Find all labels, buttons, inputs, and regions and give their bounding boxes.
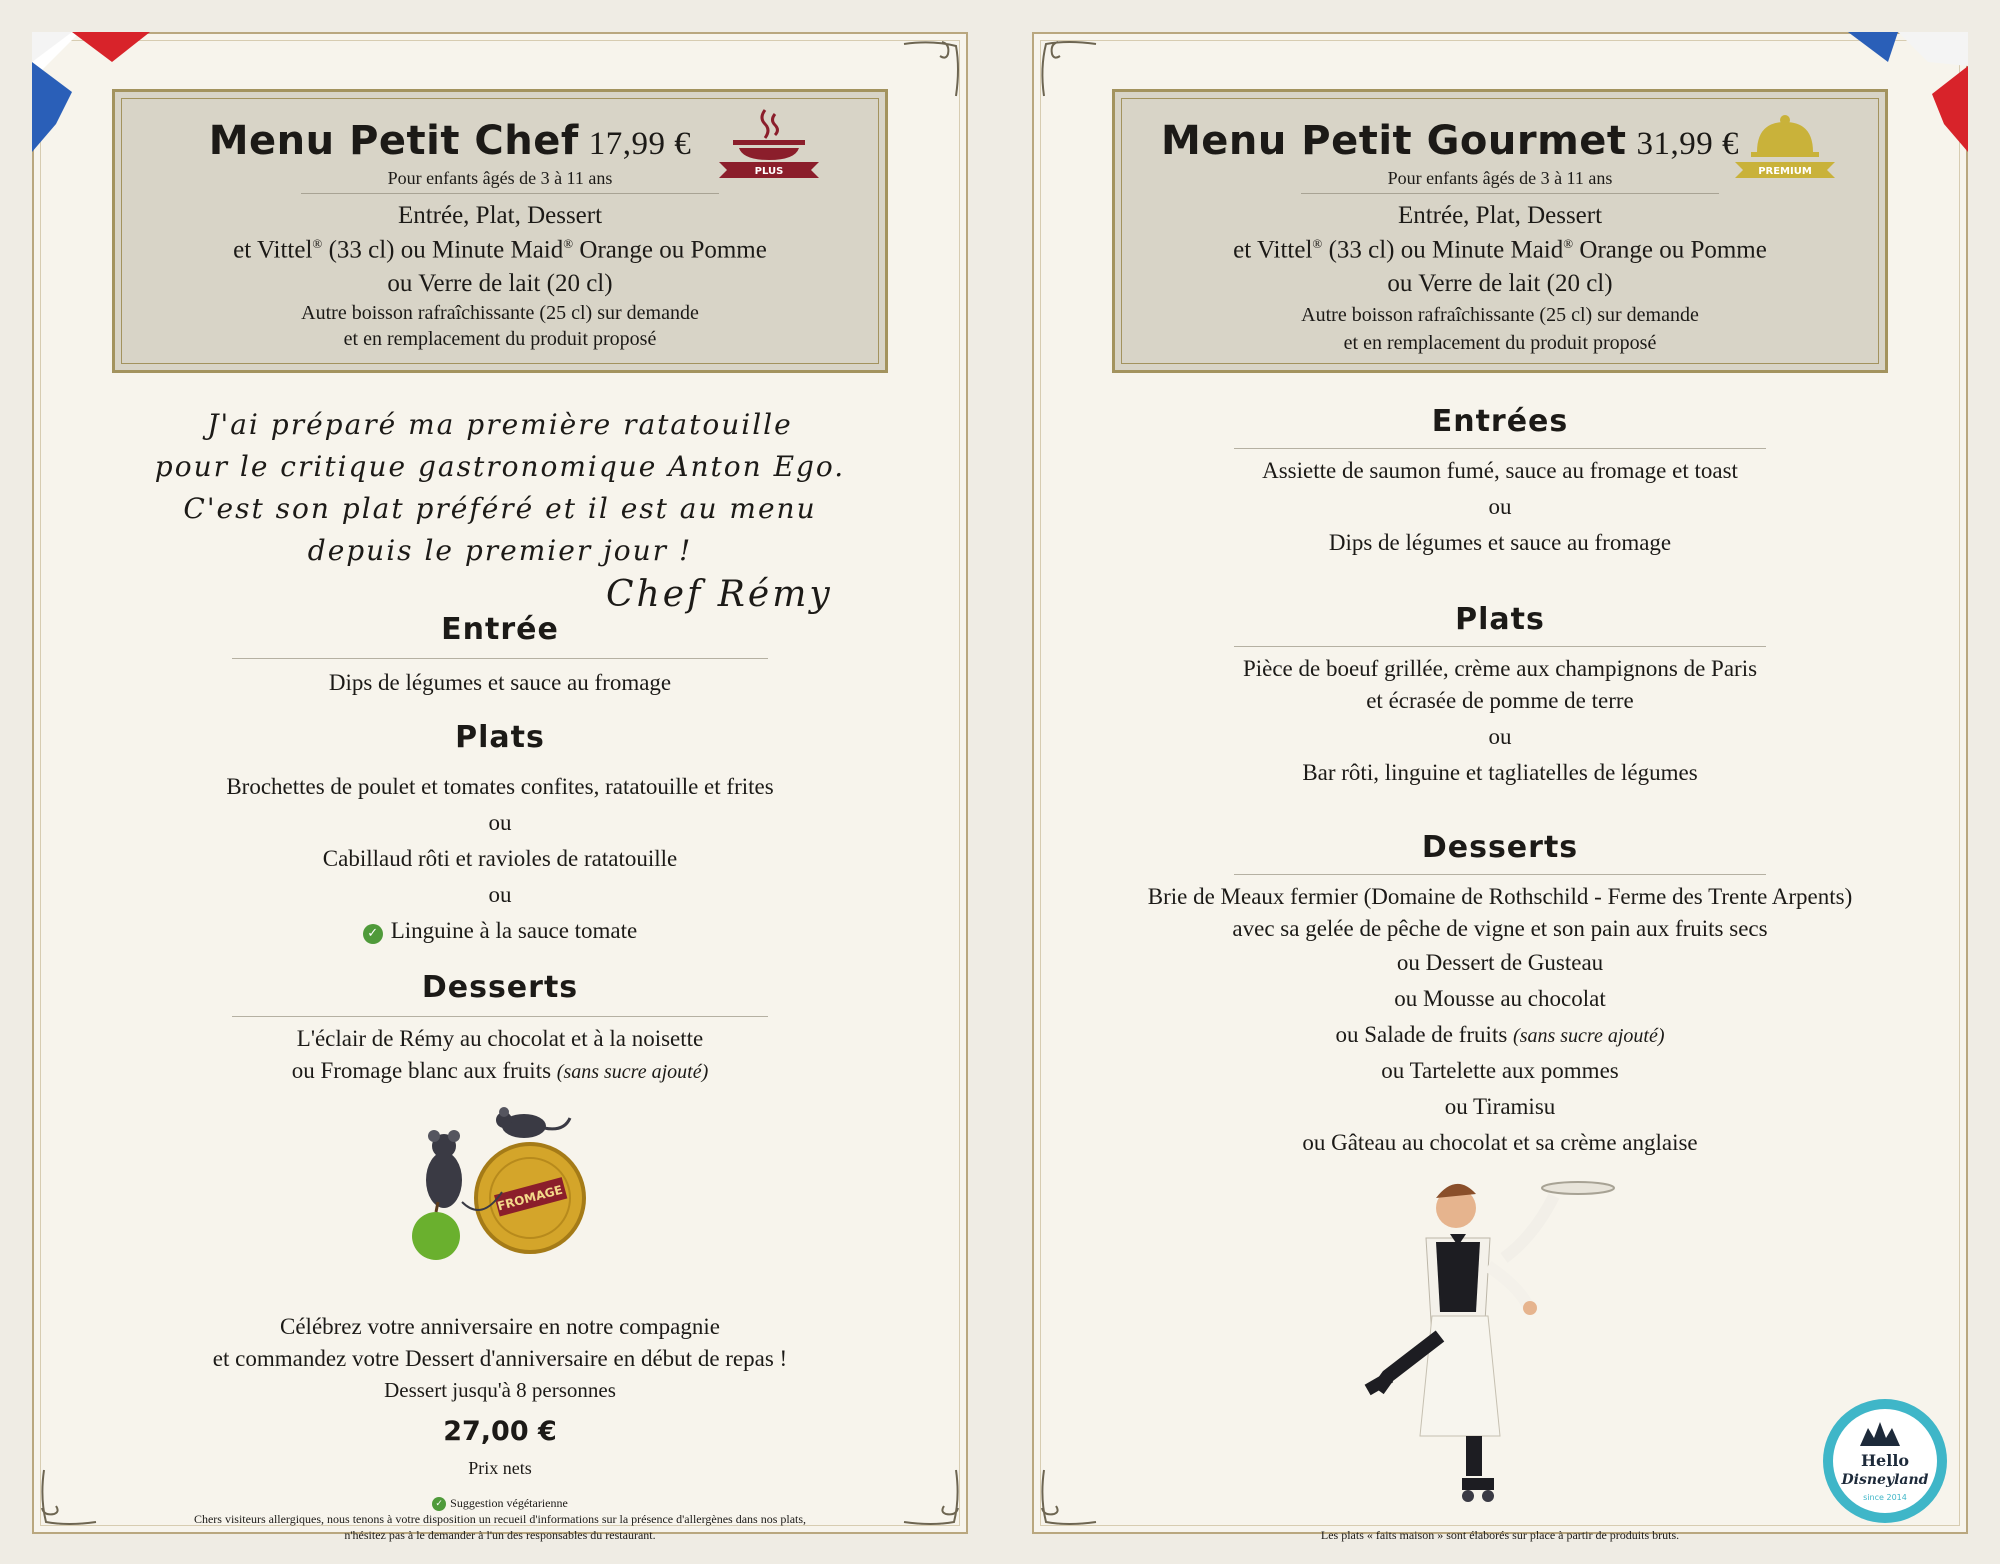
section-title-entree: Entrée (441, 612, 559, 647)
or-separator: ou (488, 810, 512, 835)
menu-page-petit-gourmet (1032, 32, 1968, 1542)
allergy-note: Chers visiteurs allergiques, nous tenons à votre disposition un recueil d'informations sur la présence d'allergènes dans nos plats, (193, 1512, 807, 1526)
vegetarian-legend: ✓ Suggestion végétarienne (34, 1496, 966, 1511)
section-title-desserts: Desserts (1421, 830, 1579, 865)
chef-signature: Chef Rémy (606, 574, 833, 615)
birthday-text: Dessert jusqu'à 8 personnes (384, 1378, 616, 1402)
formula-line: Entrée, Plat, Dessert (1397, 202, 1603, 229)
allergy-note: n'hésitez pas à le demander à l'un des responsables du restaurant. (344, 1528, 656, 1542)
menu-item: ou Tartelette aux pommes (1381, 1058, 1619, 1083)
menu-item-vegetarian: ✓ Linguine à la sauce tomate (34, 918, 966, 944)
menu-item: Brochettes de poulet et tomates confites, ratatouille et frites (226, 774, 774, 799)
milk-line: ou Verre de lait (20 cl) (387, 270, 613, 297)
vegetarian-leaf-icon: ✓ (432, 1497, 446, 1511)
svg-text:PREMIUM: PREMIUM (1758, 166, 1812, 177)
net-prices: Prix nets (468, 1458, 532, 1478)
menu-item: Brie de Meaux fermier (Domaine de Rothschild - Ferme des Trente Arpents) (1147, 884, 1853, 909)
menu-item: ou Gâteau au chocolat et sa crème anglaise (1302, 1130, 1698, 1155)
milk-line: ou Verre de lait (20 cl) (1387, 270, 1613, 297)
chef-quote: J'ai préparé ma première ratatouille pour le critique gastronomique Anton Ego. C'est son plat préféré et il est au menu depuis le premier jour ! (154, 408, 846, 567)
menu-page-petit-chef (32, 32, 968, 1542)
menu-title: Menu Petit Chef 17,99 € (208, 118, 692, 164)
menu-item: Dips de légumes et sauce au fromage (1328, 530, 1672, 555)
menu-item: et écrasée de pomme de terre (1366, 688, 1634, 713)
rats-cheese-illustration (404, 1102, 604, 1267)
other-drink-line: Autre boisson rafraîchissante (25 cl) sur demande (1301, 304, 1699, 326)
menu-header-box (112, 89, 888, 373)
menu-item: ou Tiramisu (1444, 1094, 1556, 1119)
replacement-line: et en remplacement du produit proposé (343, 328, 657, 350)
menu-header-box (1112, 89, 1888, 373)
menu-title: Menu Petit Gourmet 31,99 € (1160, 118, 1740, 164)
drinks-line: et Vittel® (33 cl) ou Minute Maid® Orange ou Pomme (1233, 236, 1767, 264)
menu-item: ou Salade de fruits (sans sucre ajouté) (1335, 1022, 1665, 1047)
formula-line: Entrée, Plat, Dessert (397, 202, 603, 229)
birthday-price: 27,00 € (443, 1416, 557, 1447)
section-title-plats: Plats (1455, 602, 1545, 637)
svg-text:Disneyland: Disneyland (1841, 1472, 1929, 1488)
hello-disneyland-logo (1820, 1396, 1950, 1531)
drinks-line: et Vittel® (33 cl) ou Minute Maid® Orange ou Pomme (233, 236, 767, 264)
vegetarian-leaf-icon: ✓ (363, 924, 383, 944)
menu-item: Bar rôti, linguine et tagliatelles de légumes (1302, 760, 1698, 785)
or-separator: ou (1488, 724, 1512, 749)
svg-text:PLUS: PLUS (754, 166, 784, 177)
menu-item: avec sa gelée de pêche de vigne et son pain aux fruits secs (1232, 916, 1768, 941)
menu-item: ou Dessert de Gusteau (1396, 950, 1604, 975)
section-title-desserts: Desserts (421, 970, 579, 1005)
menu-item: Assiette de saumon fumé, sauce au fromage et toast (1262, 458, 1738, 483)
ornamental-corner-icon (1038, 1468, 1098, 1528)
birthday-text: et commandez votre Dessert d'anniversaire en début de repas ! (212, 1346, 788, 1371)
other-drink-line: Autre boisson rafraîchissante (25 cl) sur demande (301, 302, 699, 324)
svg-text:FROMAGE: FROMAGE (495, 1182, 565, 1214)
menu-item: L'éclair de Rémy au chocolat et à la noisette (296, 1026, 704, 1051)
menu-price: 31,99 € (1636, 126, 1740, 162)
svg-text:since 2014: since 2014 (1863, 1493, 1907, 1502)
menu-item: Dips de légumes et sauce au fromage (328, 670, 672, 695)
ornamental-corner-icon (902, 38, 962, 98)
ornamental-corner-icon (1038, 38, 1098, 98)
waiter-illustration (1364, 1166, 1624, 1521)
replacement-line: et en remplacement du produit proposé (1343, 332, 1657, 354)
birthday-text: Célébrez votre anniversaire en notre compagnie (280, 1314, 720, 1339)
section-title-plats: Plats (455, 720, 545, 755)
svg-text:Hello: Hello (1860, 1451, 1910, 1470)
or-separator: ou (488, 882, 512, 907)
age-subtitle: Pour enfants âgés de 3 à 11 ans (387, 168, 613, 188)
menu-price: 17,99 € (588, 126, 692, 162)
menu-item: Cabillaud rôti et ravioles de ratatouille (322, 846, 678, 871)
menu-item: Pièce de boeuf grillée, crème aux champignons de Paris (1242, 656, 1758, 681)
section-title-entrees: Entrées (1431, 404, 1569, 439)
or-separator: ou (1488, 494, 1512, 519)
age-subtitle: Pour enfants âgés de 3 à 11 ans (1387, 168, 1613, 188)
menu-item: ou Mousse au chocolat (1394, 986, 1606, 1011)
homemade-footnote: Les plats « faits maison » sont élaborés sur place à partir de produits bruts. (1320, 1528, 1680, 1542)
menu-item: ou Fromage blanc aux fruits (sans sucre ajouté) (291, 1058, 709, 1083)
